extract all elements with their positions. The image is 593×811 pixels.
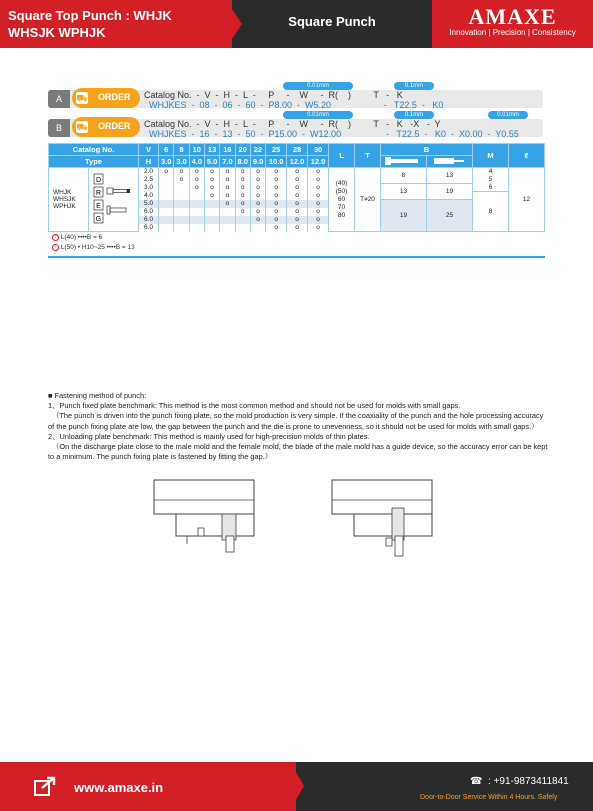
m-value: 5	[473, 176, 509, 184]
m-value: 4	[473, 168, 509, 176]
h-value: 2.5	[139, 176, 159, 184]
mark: o	[308, 224, 329, 232]
b1-value: 19	[381, 200, 427, 232]
phone-number[interactable]: ☎ : +91-9873411841	[470, 776, 569, 787]
mark	[235, 216, 250, 224]
mark	[189, 200, 204, 208]
w-col: 12.0	[287, 156, 308, 168]
order-button-label: ORDER	[98, 92, 131, 102]
h-value: 5.0	[139, 200, 159, 208]
k-value: 12	[509, 168, 545, 232]
w-col: 9.0	[250, 156, 265, 168]
mark: o	[308, 184, 329, 192]
mark	[174, 184, 189, 192]
tolerance-badge: 0.01mm	[488, 111, 528, 119]
mark	[235, 224, 250, 232]
v-col: 16	[220, 144, 235, 156]
mark	[250, 224, 265, 232]
spec-table	[48, 143, 545, 232]
v-col: 13	[204, 144, 219, 156]
mark: o	[308, 208, 329, 216]
v-col: 25	[266, 144, 287, 156]
m-value: 8	[473, 192, 509, 232]
mark: o	[250, 208, 265, 216]
table-note	[52, 244, 135, 251]
mark: o	[287, 184, 308, 192]
product-title-line2: WHSJK WPHJK	[8, 25, 106, 40]
alert-icon: !	[52, 234, 59, 241]
mark	[159, 184, 174, 192]
w-col: 7.0	[220, 156, 235, 168]
mark: o	[220, 176, 235, 184]
order-button[interactable]	[72, 117, 140, 137]
fastening-item: 1、Punch fixed plate benchmark: This method is the most common method and should not be used for molds with small gaps.	[48, 401, 461, 411]
mark: o	[308, 200, 329, 208]
mark: o	[189, 168, 204, 176]
catalog-example: WHJKES - 16 - 13 - 50 - P15.00 - W12.00 - T22.5 - K0 - X0.00 - Y0.55	[149, 129, 519, 139]
mark: o	[204, 184, 219, 192]
mark: o	[250, 168, 265, 176]
w-col: 10.0	[266, 156, 287, 168]
brand-logo: AMAXE	[468, 4, 557, 29]
table-bottom-rule	[48, 256, 545, 258]
mark	[174, 224, 189, 232]
cart-icon: ⛟	[76, 122, 88, 132]
mark: o	[235, 192, 250, 200]
mark: o	[189, 176, 204, 184]
mark: o	[287, 200, 308, 208]
mark: o	[174, 176, 189, 184]
mark: o	[287, 216, 308, 224]
product-title-line1: Square Top Punch : WHJK	[8, 8, 172, 23]
mark: o	[266, 168, 287, 176]
mark: o	[287, 208, 308, 216]
brand-tagline: Innovation | Precision | Consistency	[449, 28, 576, 37]
b1-icon	[381, 156, 427, 168]
type-name: WHJK	[53, 189, 72, 196]
share-icon	[34, 775, 58, 797]
mark	[220, 208, 235, 216]
punch-shape-icon	[430, 157, 470, 165]
b1-value: 8	[381, 168, 427, 184]
b-header: B	[381, 144, 473, 156]
t-header: T	[355, 144, 381, 168]
mark	[159, 200, 174, 208]
mark	[174, 208, 189, 216]
m-value: 6	[473, 184, 509, 192]
l-values: (40) (50) 60 70 80	[329, 168, 355, 232]
h-value: 6.0	[139, 208, 159, 216]
mark	[159, 192, 174, 200]
fastening-section	[48, 391, 548, 462]
catalog-header: Catalog No.	[49, 144, 139, 156]
v-col: 8	[174, 144, 189, 156]
footer-arrow	[290, 762, 304, 810]
shape-letter: G	[95, 215, 101, 223]
mark: o	[204, 168, 219, 176]
footer-tagline: Door-to-Door Service Within 4 Hours. Safely	[420, 794, 558, 801]
fastening-detail: （On the discharge plate close to the male mold and the female mold, the blade of the male mold has a guide device, so the accuracy error can be kept to a minimum. The punch fixing plate is fastened by fitting the gap.）	[48, 442, 548, 462]
mark: o	[189, 184, 204, 192]
mark	[204, 216, 219, 224]
type-name: WPHJK	[53, 203, 76, 210]
order-badge: B	[48, 119, 70, 137]
cart-icon: ⛟	[76, 93, 88, 103]
h-value: 6.0	[139, 216, 159, 224]
b2-icon	[427, 156, 473, 168]
mark	[189, 208, 204, 216]
mark	[159, 176, 174, 184]
h-value: 6.0	[139, 224, 159, 232]
mark	[189, 224, 204, 232]
fastening-title: ■ Fastening method of punch:	[48, 391, 147, 400]
shape-letter: E	[95, 202, 101, 210]
h-value: 3.0	[139, 184, 159, 192]
mark: o	[308, 168, 329, 176]
catalog-example: WHJKES - 08 - 06 - 60 - P8.00 - W5.20 - T22.5 - K0	[149, 100, 444, 110]
mark: o	[235, 168, 250, 176]
mark: o	[266, 192, 287, 200]
b2-value: 25	[427, 200, 473, 232]
mark: o	[220, 200, 235, 208]
mark	[159, 208, 174, 216]
punch-profile-diagram	[90, 170, 138, 228]
shape-letter: D	[95, 176, 101, 184]
fastening-detail: （The punch is driven into the punch fixing plate, so the mold production is very simple. If the coaxiality of the punch and the hole processing accuracy of the punch fixing plate are low, the gap between the punch and the die is prone to unevenness, so it should not be used for molds with small gaps.）	[48, 411, 544, 431]
mark: o	[159, 168, 174, 176]
v-col: 10	[189, 144, 204, 156]
mark: o	[287, 168, 308, 176]
w-col: 3.0	[159, 156, 174, 168]
fixed-plate-diagram	[152, 478, 272, 558]
website-link[interactable]: www.amaxe.in	[74, 780, 164, 795]
mark	[174, 192, 189, 200]
type-header: Type	[49, 156, 139, 168]
mark: o	[235, 200, 250, 208]
mark: o	[266, 200, 287, 208]
w-col: 3.0	[174, 156, 189, 168]
page-footer	[0, 762, 593, 811]
mark: o	[235, 176, 250, 184]
mark	[174, 216, 189, 224]
mark: o	[266, 176, 287, 184]
h-label: H	[139, 156, 159, 168]
page-header	[0, 0, 593, 48]
mark	[159, 216, 174, 224]
mark	[220, 216, 235, 224]
mark: o	[235, 208, 250, 216]
shape-letter: R	[95, 189, 101, 197]
section-title: Square Punch	[288, 14, 376, 29]
mark: o	[220, 192, 235, 200]
mark: o	[174, 168, 189, 176]
mark: o	[287, 176, 308, 184]
note-text: L(40) ••••B = 6	[60, 234, 103, 242]
mark: o	[266, 224, 287, 232]
mark: o	[308, 216, 329, 224]
mark	[204, 208, 219, 216]
v-col: 30	[308, 144, 329, 156]
mark: o	[250, 184, 265, 192]
v-col: 6	[159, 144, 174, 156]
k-header: ℓ	[509, 144, 545, 168]
tolerance-badge: 0.1mm	[394, 111, 434, 119]
order-button-label: ORDER	[98, 121, 131, 131]
mark	[159, 224, 174, 232]
v-col: 20	[235, 144, 250, 156]
order-button[interactable]	[72, 88, 140, 108]
t-value: T≠20	[355, 168, 381, 232]
v-col: 28	[287, 144, 308, 156]
mark: o	[250, 200, 265, 208]
mark: o	[250, 176, 265, 184]
type-name: WHSJK	[53, 196, 76, 203]
mark: o	[250, 216, 265, 224]
mark	[189, 216, 204, 224]
mark	[174, 200, 189, 208]
mark: o	[287, 192, 308, 200]
unloading-plate-diagram	[330, 478, 450, 568]
table-note	[52, 234, 102, 241]
mark: o	[235, 184, 250, 192]
punch-shape-icon	[384, 157, 424, 165]
fastening-item: 2、Unloading plate benchmark: This method is mainly used for high-precision molds of thin plates.	[48, 431, 370, 441]
tolerance-badge: 0.01mm	[283, 82, 353, 90]
mark: o	[220, 168, 235, 176]
v-col: 22	[250, 144, 265, 156]
mark: o	[266, 208, 287, 216]
mark: o	[308, 192, 329, 200]
h-value: 2.0	[139, 168, 159, 176]
b1-value: 13	[381, 184, 427, 200]
w-col: 5.0	[204, 156, 219, 168]
tolerance-badge: 0.1mm	[394, 82, 434, 90]
w-col: 4.0	[189, 156, 204, 168]
mark: o	[250, 192, 265, 200]
b2-value: 13	[427, 168, 473, 184]
l-header: L	[329, 144, 355, 168]
catalog-format: Catalog No. - V - H - L - P - W - R( ) T - K	[144, 90, 403, 100]
catalog-format: Catalog No. - V - H - L - P - W - R( ) T - K -X - Y	[144, 119, 441, 129]
h-value: 4.0	[139, 192, 159, 200]
m-header: M	[473, 144, 509, 168]
mark: o	[204, 176, 219, 184]
mark: o	[287, 224, 308, 232]
mark	[204, 200, 219, 208]
alert-icon: !	[52, 244, 59, 251]
note-text: L(50) • H10~25 ••••B = 13	[60, 244, 135, 252]
v-label: V	[139, 144, 159, 156]
mark	[189, 192, 204, 200]
mark: o	[266, 184, 287, 192]
order-badge: A	[48, 90, 70, 108]
shape-letters	[89, 168, 139, 232]
mark: o	[308, 176, 329, 184]
w-col: 8.0	[235, 156, 250, 168]
b2-value: 19	[427, 184, 473, 200]
mark: o	[204, 192, 219, 200]
mark: o	[220, 184, 235, 192]
mark	[204, 224, 219, 232]
type-list	[49, 168, 89, 232]
w-col: 12.0	[308, 156, 329, 168]
tolerance-badge: 0.01mm	[283, 111, 353, 119]
mark	[220, 224, 235, 232]
mark: o	[266, 216, 287, 224]
